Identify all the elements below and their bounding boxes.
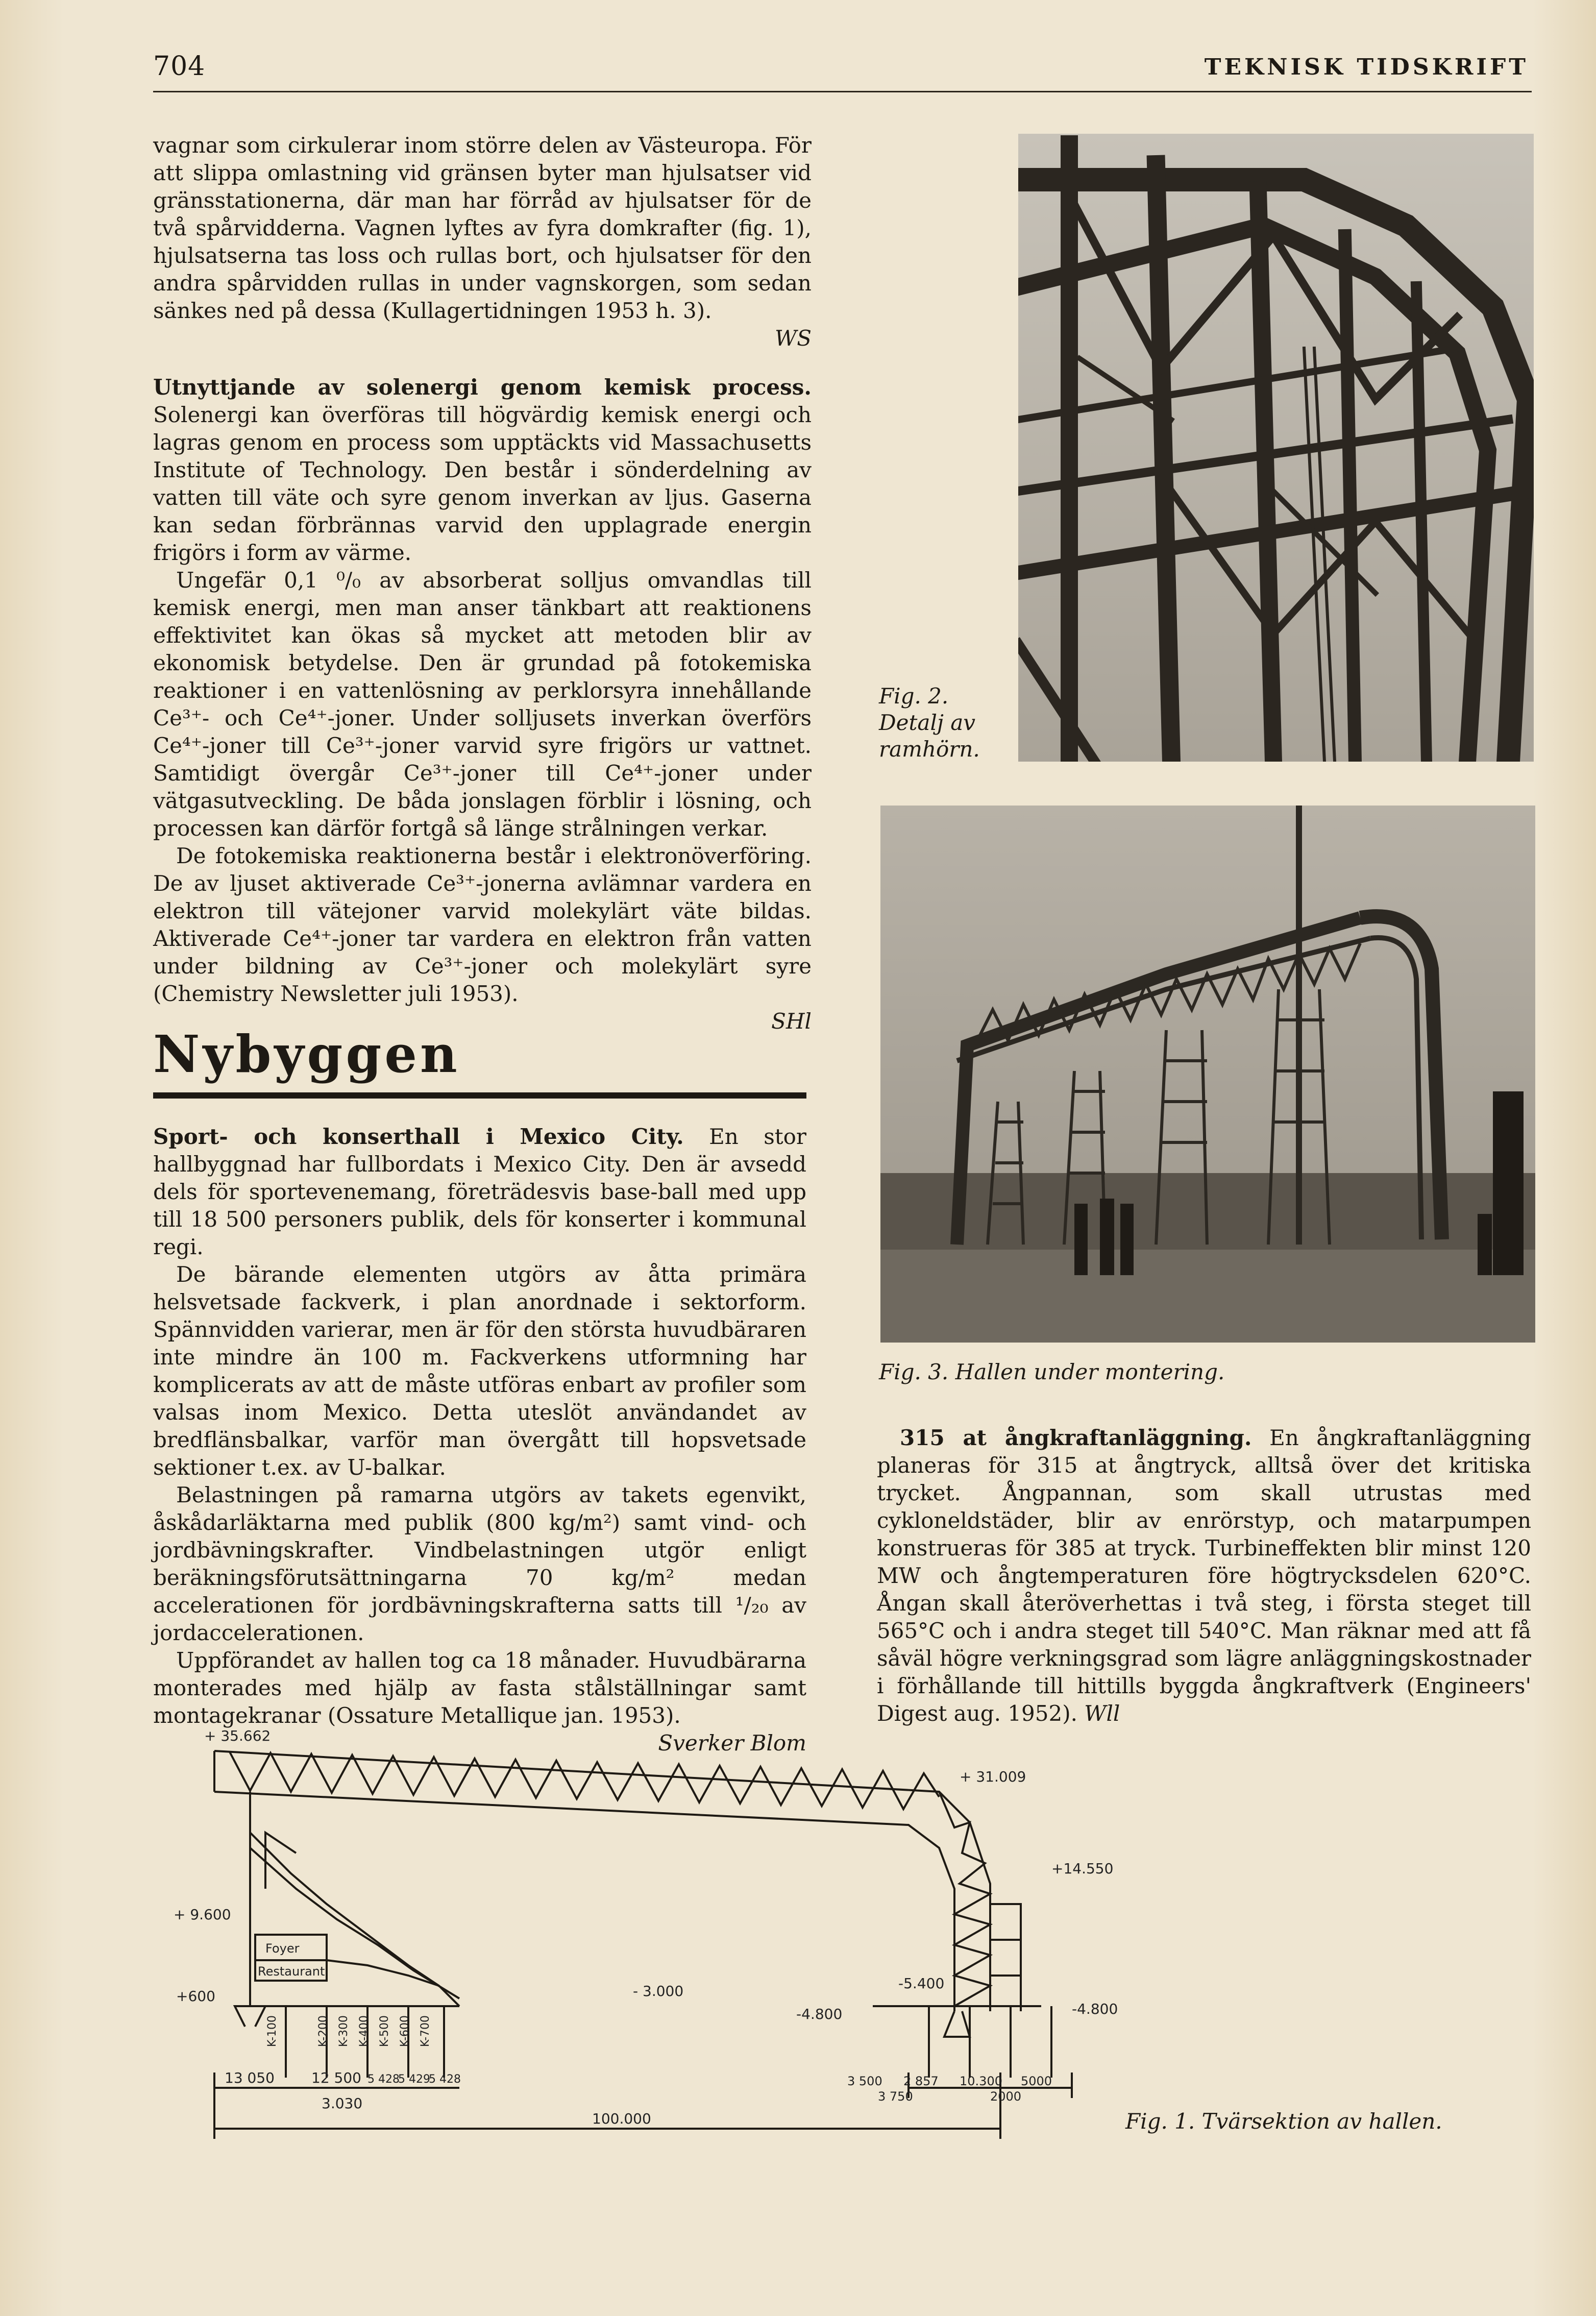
sport-article [153, 1123, 806, 1261]
fig1-label-right-low2: -4.800 [1072, 2001, 1118, 2017]
header-rule [153, 91, 1532, 92]
fig1-dim-1: 13 050 [225, 2069, 275, 2086]
fig1-label-center-low2: -4.800 [796, 2006, 843, 2022]
fig2-photo [1018, 134, 1534, 762]
fig1-dim-4: 5 428 [367, 2073, 400, 2086]
left-column-top [153, 132, 812, 1035]
fig1-label-k400: K-400 [358, 2015, 371, 2047]
fig2-caption: Fig. 2. Detalj av ramhörn. [879, 684, 980, 762]
steam-text: En ångkraftanläggning planeras för 315 at ångtryck, alltså över det kritiska trycket. Ångpannan, som skall utrustas med cykloneldstäder, blir av enrörstyp, och matarpumpen konstrueras för 385 at tryck. Turbineffekten blir minst 120 MW och ångtemperaturen före högtrycksdelen 620°C. Ångan skall återöverhettas i två steg, i första steget till 565°C och i andra steget till 540°C. Man räknar med att få såväl högre verkningsgrad som lägre anläggningskostnader i förhållande till hittills byggda ångkraftverk (Engineers' Digest aug. 1952). [877, 1425, 1531, 1726]
fig1-dim-5: 5 429 [398, 2073, 430, 2086]
right-column-text [877, 1424, 1531, 1727]
fig1-cross-section [174, 1720, 1194, 2144]
intro-signature: WS [775, 326, 812, 351]
fig1-dim-12: 5000 [1021, 2074, 1052, 2088]
fig1-label-left-low: +600 [176, 1988, 215, 2005]
solar-signature: SHl [771, 1009, 812, 1034]
fig1-label-right-low1: -5.400 [898, 1975, 945, 1992]
solar-paragraph-3: De fotokemiska reaktionerna består i elektronöverföring. De av ljuset aktiverade Ce³⁺-jonerna avlämnar vardera en elektron till vätejoner varvid molekylärt väte bildas. Aktiverade Ce⁴⁺-joner tar vardera en elektron från vatten under bildning av Ce³⁺-joner och molekylärt syre (Chemistry Newsletter juli 1953). [153, 843, 812, 1006]
fig1-dim-3: 3.030 [322, 2095, 363, 2112]
sport-paragraph-1: En stor hallbyggnad har fullbordats i Mexico City. Den är avsedd dels för sportevenemang, företrädesvis base-ball med upp till 18 500 personers publik, dels för konserter i kommunal regi. [153, 1124, 806, 1259]
fig1-label-top-left: + 35.662 [204, 1727, 271, 1744]
fig1-dim-9: 2 857 [903, 2074, 939, 2088]
fig1-label-left-mid: + 9.600 [174, 1906, 231, 1923]
fig1-dim-6: 5 428 [429, 2073, 461, 2086]
sport-signature: Sverker Blom [658, 1730, 806, 1756]
steam-article [877, 1424, 1531, 1727]
fig1-label-restaurant: Restaurant [258, 1964, 325, 1979]
fig3-caption: Fig. 3. Hallen under montering. [879, 1359, 1225, 1384]
fig1-label-k300: K-300 [337, 2015, 350, 2047]
sport-paragraph-2: De bärande elementen utgörs av åtta primära helsvetsade fackverk, i plan anordnade i sektorform. Spännvidden varierar, men är för den största huvudbäraren inte mindre än 100 m. Fackverkens utformning har komplicerats av att de måste utföras enbart av profiler som valsas inom Mexico. Detta uteslöt användandet av bredflänsbalkar, varför man övergått till hopsvetsade sektioner t.ex. av U-balkar. [153, 1262, 806, 1480]
fig1-caption: Fig. 1. Tvärsektion av hallen. [1125, 2109, 1442, 2134]
fig1-label-top-right: + 31.009 [960, 1768, 1026, 1785]
sport-paragraph-3: Belastningen på ramarna utgörs av takets egenvikt, åskådarläktarna med publik (800 kg/m²) samt vind- och jordbävningskrafter. Vindbelastningen utgör enligt beräkningsförutsättningarna 70 kg/m² medan accelerationen för jordbävningskrafterna satts till ¹/₂₀ av jordaccelerationen. [153, 1482, 806, 1645]
solar-heading: Utnyttjande av solenergi genom kemisk process. [153, 375, 812, 400]
fig1-label-k700: K-700 [419, 2015, 432, 2047]
intro-paragraph: vagnar som cirkulerar inom större delen av Västeuropa. För att slippa omlastning vid gränsen byter man hjulsatser vid gränsstationerna, där man har förråd av hjulsatser för de två spårvidderna. Vagnen lyftes av fyra domkrafter (fig. 1), hjulsatserna tas loss och rullas bort, och hjulsatser för den andra spårvidden rullas in under vagnskorgen, som sedan sänkes ned på dessa (Kullagertidningen 1953 h. 3). [153, 133, 812, 323]
section-rule [153, 1092, 806, 1099]
fig1-dim-13: 2000 [990, 2089, 1022, 2104]
fig1-label-right-mid: +14.550 [1051, 1860, 1114, 1877]
steam-signature: Wll [1084, 1701, 1120, 1726]
fig1-dim-8: 3 500 [847, 2074, 882, 2088]
solar-paragraph-2: Ungefär 0,1 ⁰/₀ av absorberat solljus omvandlas till kemisk energi, men man anser tänkbart att reaktionens effektivitet kan ökas så mycket att metoden blir av ekonomisk betydelse. Den är grundad på fotokemiska reaktioner i en vattenlösning av perklorsyra innehållande Ce³⁺- och Ce⁴⁺-joner. Under solljusets inverkan överförs Ce⁴⁺-joner till Ce³⁺-joner varvid syre frigörs ur vattnet. Samtidigt övergår Ce³⁺-joner till Ce⁴⁺-joner under vätgasutveckling. De båda jonslagen förblir i lösning, och processen kan därför fortgå så länge strålningen verkar. [153, 568, 812, 841]
fig1-label-k500: K-500 [378, 2015, 391, 2047]
fig3-photo [880, 806, 1535, 1343]
fig1-label-k100: K-100 [266, 2015, 279, 2047]
fig1-label-k600: K-600 [399, 2015, 411, 2047]
fig1-dim-7: 100.000 [592, 2110, 651, 2127]
sport-heading: Sport- och konserthall i Mexico City. [153, 1124, 684, 1149]
solar-article [153, 374, 812, 567]
fig1-label-foyer: Foyer [265, 1941, 300, 1956]
sport-paragraph-4: Uppförandet av hallen tog ca 18 månader. Huvudbärarna monterades med hjälp av fasta stålställningar samt montagekranar (Ossature Metallique jan. 1953). [153, 1648, 806, 1728]
fig1-dim-2: 12 500 [311, 2069, 361, 2086]
page-number: 704 [153, 51, 206, 82]
left-column-bottom [153, 1123, 806, 1757]
fig1-label-k200: K-200 [317, 2015, 330, 2047]
journal-title: TEKNISK TIDSKRIFT [1204, 54, 1529, 80]
fig1-dim-10: 3 750 [878, 2089, 913, 2104]
solar-paragraph-1: Solenergi kan överföras till högvärdig kemisk energi och lagras genom en process som upptäckts vid Massachusetts Institute of Technology. Den består i sönderdelning av vatten till väte och syre genom inverkan av ljus. Gaserna kan sedan förbrännas varvid den upplagrade energin frigörs i form av värme. [153, 402, 812, 565]
section-heading: Nybyggen [153, 1024, 460, 1084]
fig1-dim-11: 10.300 [960, 2074, 1002, 2088]
fig1-label-center-low: - 3.000 [633, 1983, 684, 2000]
steam-heading: 315 at ångkraftanläggning. [900, 1425, 1252, 1450]
